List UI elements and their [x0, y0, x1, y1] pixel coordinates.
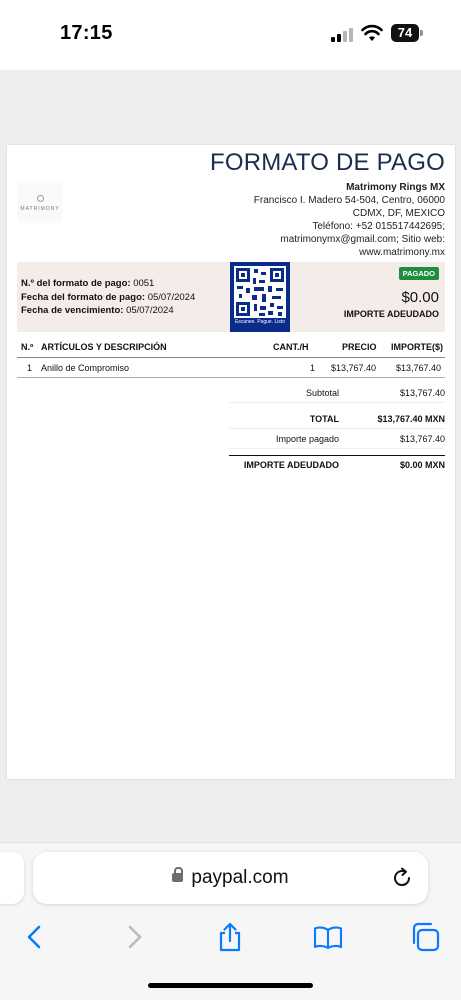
item-description: Anillo de Compromiso — [41, 363, 130, 373]
back-button[interactable] — [19, 921, 51, 953]
due-date-label: Fecha de vencimiento: — [21, 305, 124, 316]
item-quantity: 1 — [310, 363, 316, 373]
bookmarks-button[interactable] — [312, 921, 344, 953]
previous-tab-card[interactable] — [0, 852, 24, 904]
url-display[interactable] — [33, 867, 428, 889]
logo-text: MATRIMONY — [20, 206, 60, 212]
status-time: 17:15 — [60, 22, 113, 44]
tabs-button[interactable] — [409, 921, 441, 953]
payment-date-value: 05/07/2024 — [147, 291, 196, 303]
column-header-amount: IMPORTE($) — [390, 342, 443, 352]
battery-icon — [391, 24, 423, 42]
forward-button[interactable] — [118, 921, 150, 953]
subtotal-row — [229, 383, 445, 403]
item-number: 1 — [27, 363, 33, 373]
merchant-logo — [17, 181, 63, 223]
balance-due-value: $0.00 MXN — [399, 460, 445, 470]
column-header-description: ARTÍCULOS Y DESCRIPCIÓN — [41, 342, 167, 352]
totals-section — [229, 383, 445, 475]
column-header-number: N.º — [21, 342, 34, 352]
merchant-email[interactable]: matrimonymx@gmail.com; Sitio web: — [280, 234, 445, 245]
ring-icon — [37, 195, 44, 202]
merchant-phone: Teléfono: +52 015517442695; — [312, 221, 445, 232]
lock-icon — [172, 871, 183, 883]
summary-details — [21, 277, 195, 318]
payment-number-value: 0051 — [133, 278, 155, 289]
url-text: paypal.com — [191, 867, 289, 888]
status-badge: PAGADO — [399, 267, 439, 280]
total-label: TOTAL — [309, 414, 339, 424]
merchant-address-line1: Francisco I. Madero 54-504, Centro, 06000 — [253, 195, 445, 206]
balance-due-row — [229, 455, 445, 475]
column-header-quantity: CANT./H — [273, 342, 309, 352]
subtotal-value: $13,767.40 — [399, 388, 445, 398]
subtotal-label: Subtotal — [305, 388, 339, 398]
web-content — [0, 70, 461, 842]
battery-level: 74 — [391, 24, 419, 42]
document-title: FORMATO DE PAGO — [209, 149, 445, 176]
payment-number-label: N.º del formato de pago: — [21, 278, 131, 289]
column-header-price: PRECIO — [342, 342, 377, 352]
status-bar — [0, 0, 461, 70]
share-button[interactable] — [214, 921, 246, 953]
item-amount: $13,767.40 — [395, 363, 441, 373]
qr-caption: Escanee. Pague. Listo — [234, 319, 286, 325]
summary-band — [17, 262, 445, 332]
merchant-address-line2: CDMX, DF, MEXICO — [352, 208, 445, 219]
item-price: $13,767.40 — [331, 363, 377, 373]
wifi-icon — [361, 24, 383, 42]
paid-row — [229, 429, 445, 449]
table-row — [17, 360, 445, 378]
reload-icon[interactable] — [390, 866, 414, 890]
due-date-value: 05/07/2024 — [126, 305, 174, 316]
total-row — [229, 409, 445, 429]
amount-due-value: $0.00 — [401, 289, 439, 306]
qr-pattern — [234, 266, 286, 318]
cellular-signal-icon — [331, 26, 355, 42]
items-table-header — [17, 342, 445, 358]
browser-toolbar — [0, 842, 461, 1000]
merchant-info — [254, 181, 445, 259]
paid-label: Importe pagado — [275, 434, 339, 444]
payment-document — [7, 145, 455, 779]
home-indicator[interactable] — [148, 983, 313, 988]
amount-due-label: IMPORTE ADEUDADO — [343, 309, 439, 319]
navigation-bar — [0, 913, 461, 963]
qr-code[interactable] — [230, 262, 290, 332]
balance-due-label: IMPORTE ADEUDADO — [243, 460, 339, 470]
merchant-name: Matrimony Rings MX — [346, 182, 445, 193]
merchant-website[interactable]: www.matrimony.mx — [359, 247, 445, 258]
total-value: $13,767.40 MXN — [377, 414, 445, 424]
payment-date-label: Fecha del formato de pago: — [21, 291, 146, 303]
paid-value: $13,767.40 — [399, 434, 445, 444]
address-bar[interactable] — [33, 852, 428, 904]
